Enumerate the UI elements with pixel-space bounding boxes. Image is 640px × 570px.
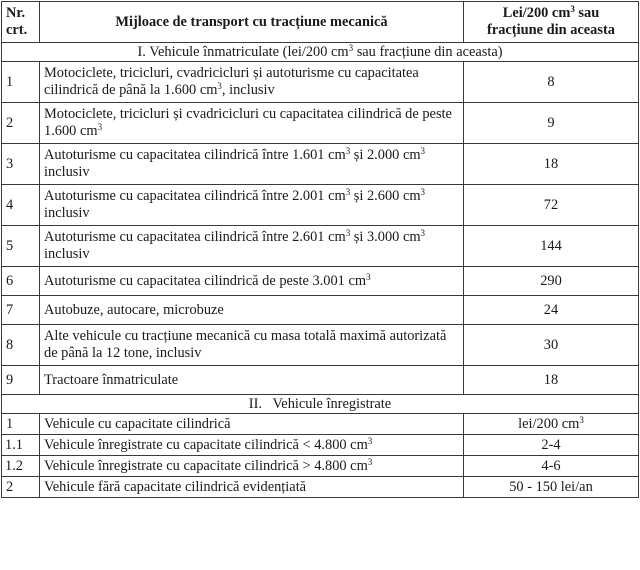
row-description [40, 103, 464, 144]
row-nr: 1 [2, 62, 40, 103]
row-desc-text: inclusiv [44, 164, 90, 180]
section1-label [2, 43, 639, 62]
header-unit [464, 2, 639, 43]
table-row [2, 435, 639, 456]
row-description [40, 62, 464, 103]
row-desc-text: Autoturisme cu capacitatea cilindrică între 1.601 cm [44, 147, 346, 164]
table-row [2, 267, 639, 296]
table-row [2, 456, 639, 477]
section1-label-sup: 3 [348, 42, 354, 53]
row-desc-sup: 3 [420, 146, 426, 157]
row-value: 290 [464, 267, 639, 296]
row-desc-text: Autoturisme cu capacitatea cilindrică între 2.601 cm [44, 229, 346, 246]
row-nr: 8 [2, 325, 40, 366]
row-value-text: lei/200 cm [518, 415, 580, 432]
row-desc-text: Vehicule înregistrate cu capacitate cilindrică > 4.800 cm [44, 457, 368, 474]
table-row [2, 103, 639, 144]
row-desc-sup: 3 [345, 146, 351, 157]
header-nr-line2: crt. [6, 22, 28, 38]
table-row [2, 325, 639, 366]
row-nr: 5 [2, 226, 40, 267]
row-description: Vehicule fără capacitate cilindrică evidențiată [40, 477, 464, 498]
row-description [40, 144, 464, 185]
header-unit-part2: sau [574, 5, 600, 22]
row-value: 144 [464, 226, 639, 267]
row-value: 18 [464, 144, 639, 185]
row-description: Vehicule cu capacitate cilindrică [40, 414, 464, 435]
table-row [2, 185, 639, 226]
row-nr: 9 [2, 366, 40, 395]
row-nr: 1 [2, 414, 40, 435]
table-row [2, 414, 639, 435]
row-description: Alte vehicule cu tracțiune mecanică cu masa totală maximă autorizată de până la 12 tone, inclusiv [40, 325, 464, 366]
row-value: 8 [464, 62, 639, 103]
row-description [40, 226, 464, 267]
row-nr: 3 [2, 144, 40, 185]
section2-label-text: II. Vehicule înregistrate [248, 395, 392, 412]
table-row [2, 296, 639, 325]
row-desc-text: inclusiv [44, 205, 90, 221]
vehicle-tax-table [1, 1, 639, 498]
row-desc-sup: 3 [366, 271, 371, 282]
section2-label [2, 395, 639, 414]
row-desc-text: și 2.600 cm [350, 188, 421, 205]
row-desc-text: Vehicule înregistrate cu capacitate cilindrică < 4.800 cm [44, 436, 368, 453]
row-value: 24 [464, 296, 639, 325]
row-value: 30 [464, 325, 639, 366]
row-value: 18 [464, 366, 639, 395]
row-nr: 6 [2, 267, 40, 296]
row-desc-sup: 3 [367, 435, 373, 446]
row-desc-sup: 3 [345, 228, 351, 239]
header-unit-line2: fracțiune din aceasta [487, 22, 615, 38]
row-value: 9 [464, 103, 639, 144]
row-value [464, 414, 639, 435]
row-value: 50 - 150 lei/an [464, 477, 639, 498]
row-nr: 1.1 [2, 435, 40, 456]
section1-label-part2: sau fracțiune din aceasta) [353, 43, 503, 60]
row-desc-text: și 2.000 cm [350, 147, 421, 164]
table-row [2, 226, 639, 267]
table-row [2, 477, 639, 498]
header-nr-crt [2, 2, 40, 43]
row-desc-text: Motociclete, tricicluri și cvadricicluri cu capacitatea cilindrică de peste 1.600 cm [44, 106, 452, 139]
table-row [2, 144, 639, 185]
row-value: 72 [464, 185, 639, 226]
row-nr: 2 [2, 477, 40, 498]
section-row [2, 395, 639, 414]
row-desc-text: Autoturisme cu capacitatea cilindrică de peste 3.001 cm [44, 272, 367, 289]
table-row [2, 62, 639, 103]
row-desc-sup: 3 [420, 187, 426, 198]
row-desc-sup: 3 [420, 228, 426, 239]
row-desc-text: Autoturisme cu capacitatea cilindrică între 2.001 cm [44, 188, 346, 205]
row-nr: 7 [2, 296, 40, 325]
header-title: Mijloace de transport cu tracțiune mecanică [40, 2, 464, 43]
table-header-row [2, 2, 639, 43]
row-desc-text: și 3.000 cm [350, 229, 421, 246]
row-desc-text: , inclusiv [221, 82, 275, 98]
section1-label-part1: I. Vehicule înmatriculate (lei/200 cm [137, 43, 349, 60]
row-description: Autobuze, autocare, microbuze [40, 296, 464, 325]
row-description [40, 456, 464, 477]
header-unit-sup: 3 [570, 4, 575, 15]
row-description [40, 185, 464, 226]
row-desc-sup: 3 [97, 122, 103, 132]
row-desc-sup: 3 [217, 81, 222, 91]
row-description: Tractoare înmatriculate [40, 366, 464, 395]
row-nr: 1.2 [2, 456, 40, 477]
header-nr-line1: Nr. [6, 5, 26, 22]
row-description [40, 267, 464, 296]
row-value-sup: 3 [579, 414, 584, 425]
row-desc-sup: 3 [367, 456, 373, 467]
row-desc-sup: 3 [345, 187, 351, 198]
row-value: 4-6 [464, 456, 639, 477]
row-nr: 4 [2, 185, 40, 226]
header-unit-part1: Lei/200 cm [502, 5, 571, 22]
row-description [40, 435, 464, 456]
row-desc-text: Motociclete, tricicluri, cvadricicluri și autoturisme cu capacitatea cilindrică de până la 1.600 cm [44, 65, 419, 98]
row-value: 2-4 [464, 435, 639, 456]
row-desc-text: inclusiv [44, 246, 90, 262]
section-row [2, 43, 639, 62]
table-row [2, 366, 639, 395]
row-nr: 2 [2, 103, 40, 144]
